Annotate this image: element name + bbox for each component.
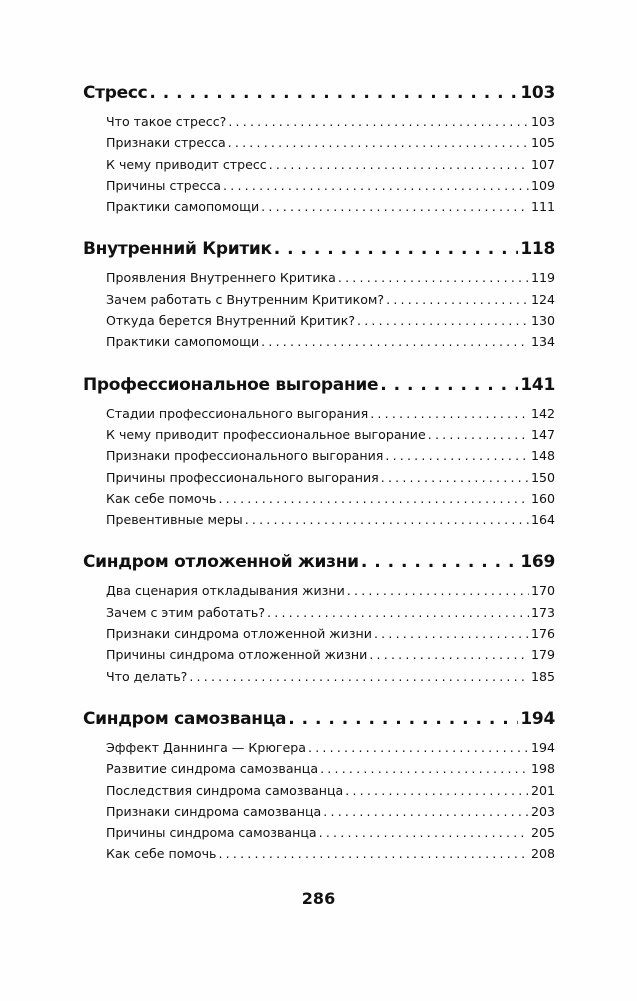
subentry-page-number: 170 — [530, 583, 555, 599]
subentry-title: Как себе помочь — [106, 846, 217, 862]
toc-subentry[interactable] — [106, 644, 555, 665]
subentry-title: Стадии профессионального выгорания — [106, 405, 369, 421]
dot-leader — [380, 371, 518, 399]
chapter-page-number: 118 — [520, 239, 555, 260]
subentry-page-number: 176 — [530, 626, 555, 642]
subentry-title: К чему приводит стресс — [106, 156, 267, 172]
subentry-title: Эффект Даннинга — Крюгера — [106, 739, 307, 755]
subentry-page-number: 203 — [530, 803, 555, 819]
toc-subentry[interactable] — [106, 154, 555, 175]
dot-leader — [149, 79, 518, 107]
subentry-title: Признаки синдрома самозванца — [106, 803, 322, 819]
dot-leader — [386, 289, 529, 310]
subentry-title: Признаки синдрома отложенной жизни — [106, 626, 372, 642]
chapter-title: Стресс — [83, 83, 148, 103]
toc-subentry[interactable] — [106, 509, 555, 530]
subentry-title: Зачем с этим работать? — [106, 604, 266, 620]
chapter-title: Профессиональное выгорание — [83, 374, 379, 395]
toc-subentry[interactable] — [106, 623, 555, 644]
dot-leader — [267, 602, 529, 623]
toc-subentry[interactable] — [106, 822, 555, 843]
subentry-title: Признаки профессионального выгорания — [106, 448, 384, 464]
chapter-title: Синдром отложенной жизни — [83, 552, 359, 573]
toc-subentry[interactable] — [106, 175, 555, 196]
toc-chapter-entry[interactable] — [83, 705, 555, 733]
chapter-page-number: 194 — [520, 708, 555, 729]
toc-chapter-entry[interactable] — [83, 79, 555, 107]
subentry-title: Признаки стресса — [106, 135, 226, 151]
toc-section — [83, 235, 555, 352]
subentry-title: Превентивные меры — [106, 512, 243, 528]
subentry-page-number: 142 — [530, 405, 555, 421]
subentry-title: Причины синдрома самозванца — [106, 825, 317, 841]
subentry-page-number: 150 — [530, 469, 555, 485]
toc-chapter-entry[interactable] — [83, 548, 555, 576]
dot-leader — [361, 548, 519, 576]
subentry-page-number: 130 — [530, 313, 555, 329]
subentry-title: Причины профессионального выгорания — [106, 469, 379, 485]
subentry-page-number: 205 — [530, 825, 555, 841]
subentry-page-number: 119 — [530, 270, 555, 286]
dot-leader — [274, 235, 519, 263]
toc-section — [83, 79, 555, 217]
subentry-title: Практики самопомощи — [106, 334, 260, 350]
subentry-title: Как себе помочь — [106, 490, 217, 506]
toc-chapter-entry[interactable] — [83, 235, 555, 263]
subentry-page-number: 208 — [530, 846, 555, 862]
page-number: 286 — [301, 889, 336, 908]
subentry-title: Два сценария откладывания жизни — [106, 583, 345, 599]
toc-subentry[interactable] — [106, 289, 555, 310]
subentry-title: Что такое стресс? — [106, 114, 227, 129]
subentry-title: Откуда берется Внутренний Критик? — [106, 313, 356, 329]
toc-subentry[interactable] — [106, 424, 555, 445]
subentry-page-number: 107 — [530, 156, 555, 172]
subentry-page-number: 198 — [530, 761, 555, 777]
chapter-page-number: 141 — [520, 374, 555, 395]
dot-leader — [347, 580, 529, 601]
toc-subentry[interactable] — [106, 467, 555, 488]
dot-leader — [308, 737, 529, 758]
toc-subentry[interactable] — [106, 267, 555, 288]
subentry-title: Практики самопомощи — [106, 199, 260, 215]
toc-subentry[interactable] — [106, 780, 555, 801]
toc-section — [83, 371, 555, 531]
dot-leader — [189, 666, 529, 687]
subentry-title: Что делать? — [106, 668, 188, 684]
dot-leader — [245, 509, 529, 530]
chapter-page-number: 169 — [520, 552, 555, 573]
dot-leader — [357, 310, 529, 331]
toc-subentry[interactable] — [106, 737, 555, 758]
dot-leader — [223, 175, 529, 196]
toc-subentry[interactable] — [106, 488, 555, 509]
subentry-page-number: 134 — [530, 334, 555, 350]
dot-leader — [218, 843, 528, 864]
toc-subentry[interactable] — [106, 445, 555, 466]
subentry-title: К чему приводит профессиональное выгорание — [106, 426, 426, 442]
dot-leader — [288, 705, 518, 733]
dot-leader — [338, 267, 529, 288]
dot-leader — [228, 111, 529, 132]
subentry-page-number: 109 — [530, 177, 555, 193]
dot-leader — [228, 132, 529, 153]
dot-leader — [369, 644, 529, 665]
subentry-page-number: 173 — [530, 604, 555, 620]
subentry-title: Причины стресса — [106, 177, 222, 193]
subentry-page-number: 164 — [530, 512, 555, 528]
dot-leader — [319, 822, 529, 843]
toc-subentry[interactable] — [106, 310, 555, 331]
subentry-title: Развитие синдрома самозванца — [106, 761, 319, 777]
chapter-title: Синдром самозванца — [83, 708, 287, 729]
dot-leader — [385, 445, 529, 466]
chapter-title: Внутренний Критик — [83, 239, 272, 260]
subentry-page-number: 147 — [530, 426, 555, 442]
toc-subentry[interactable] — [106, 331, 555, 352]
dot-leader — [261, 196, 529, 217]
toc-chapter-entry[interactable] — [83, 371, 555, 399]
dot-leader — [428, 424, 529, 445]
subentry-page-number: 103 — [530, 114, 555, 129]
toc-subentry[interactable] — [106, 132, 555, 153]
toc-subentry[interactable] — [106, 666, 555, 687]
dot-leader — [345, 780, 529, 801]
toc-section — [83, 548, 555, 686]
table-of-contents — [83, 79, 555, 883]
subentry-page-number: 201 — [530, 782, 555, 798]
subentry-title: Причины синдрома отложенной жизни — [106, 647, 368, 663]
toc-subentry[interactable] — [106, 580, 555, 601]
toc-subentry[interactable] — [106, 801, 555, 822]
dot-leader — [323, 801, 529, 822]
subentry-title: Последствия синдрома самозванца — [106, 782, 344, 798]
dot-leader — [374, 623, 529, 644]
subentry-page-number: 124 — [530, 291, 555, 307]
toc-subentry[interactable] — [106, 843, 555, 864]
dot-leader — [370, 403, 529, 424]
subentry-page-number: 185 — [530, 668, 555, 684]
chapter-page-number: 103 — [520, 83, 555, 103]
subentry-page-number: 194 — [530, 739, 555, 755]
subentry-title: Зачем работать с Внутренним Критиком? — [106, 291, 385, 307]
dot-leader — [269, 154, 529, 175]
subentry-page-number: 111 — [530, 199, 555, 215]
subentry-title: Проявления Внутреннего Критика — [106, 270, 336, 286]
dot-leader — [320, 758, 529, 779]
toc-subentry[interactable] — [106, 602, 555, 623]
subentry-page-number: 160 — [530, 490, 555, 506]
subentry-page-number: 148 — [530, 448, 555, 464]
subentry-page-number: 179 — [530, 647, 555, 663]
dot-leader — [381, 467, 529, 488]
dot-leader — [218, 488, 528, 509]
toc-section — [83, 705, 555, 865]
subentry-page-number: 105 — [530, 135, 555, 151]
toc-subentry[interactable] — [106, 111, 555, 132]
toc-subentry[interactable] — [106, 403, 555, 424]
dot-leader — [261, 331, 529, 352]
toc-subentry[interactable] — [106, 758, 555, 779]
toc-subentry[interactable] — [106, 196, 555, 217]
